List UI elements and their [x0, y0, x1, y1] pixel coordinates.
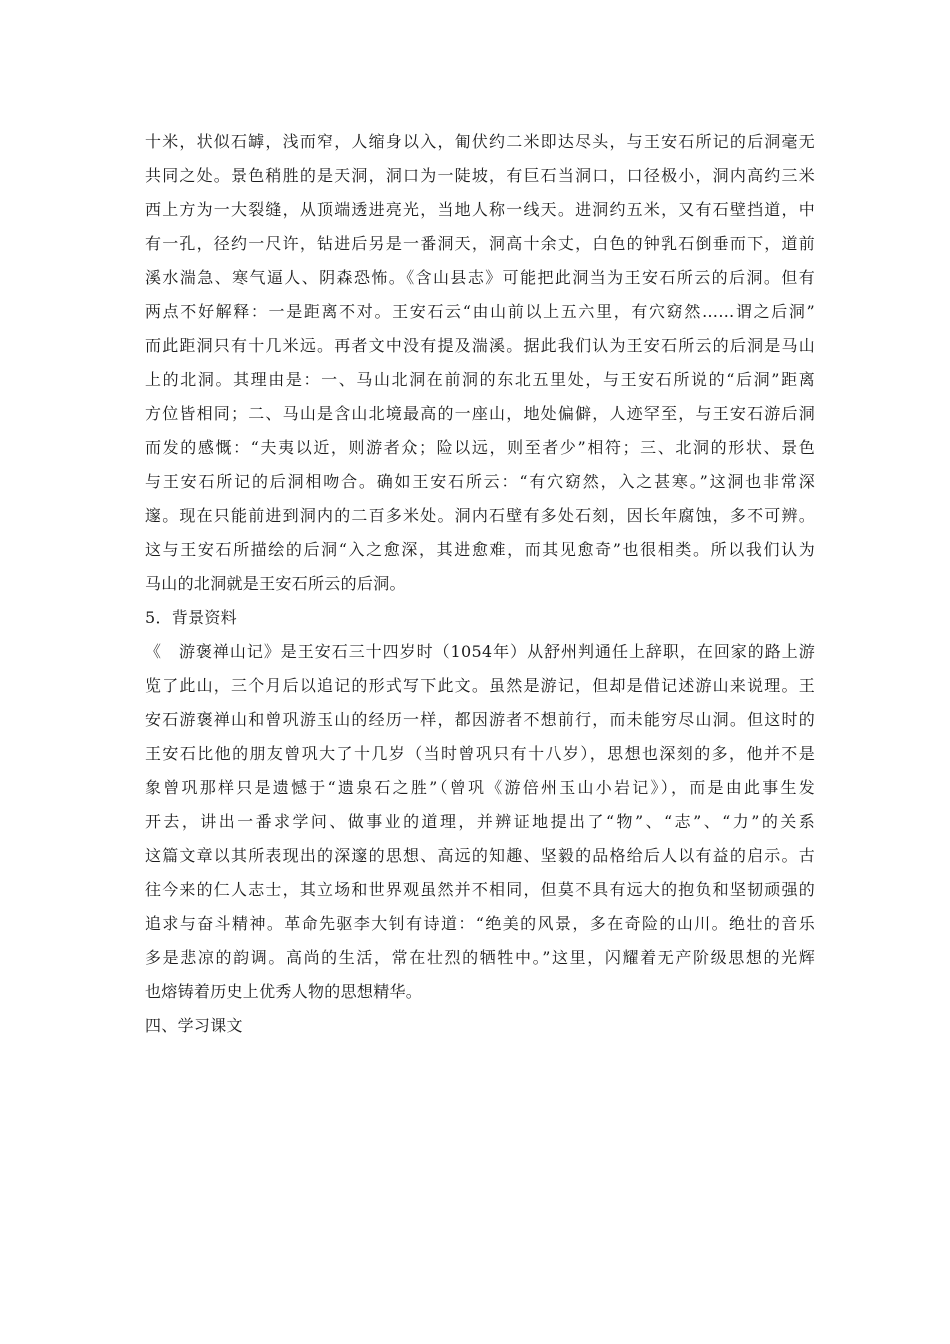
- text-line: 共同之处。景色稍胜的是天洞，洞口为一陡坡，有巨石当洞口，口径极小，洞内高约三米: [145, 166, 815, 185]
- text-line: 5．背景资料: [145, 608, 237, 627]
- text-line: 这与王安石所描绘的后洞“入之愈深，其进愈难，而其见愈奇”也很相类。所以我们认为: [145, 540, 815, 559]
- text-line: 《 游褒禅山记》是王安石三十四岁时（1054年）从舒州判通任上辞职，在回家的路上游: [145, 642, 815, 661]
- text-line: 十米，状似石罅，浅而窄，人缩身以入，匍伏约二米即达尽头，与王安石所记的后洞毫无: [145, 132, 815, 151]
- text-line: 四、学习课文: [145, 1016, 243, 1035]
- text-line: 多是悲凉的韵调。高尚的生活，常在壮烈的牺牲中。”这里，闪耀着无产阶级思想的光辉: [145, 948, 815, 967]
- text-line: 溪水湍急、寒气逼人、阴森恐怖。《含山县志》可能把此洞当为王安石所云的后洞。但有: [145, 268, 815, 287]
- text-line: 这篇文章以其所表现出的深邃的思想、高远的知趣、坚毅的品格给后人以有益的启示。古: [145, 846, 815, 865]
- text-line: 上的北洞。其理由是：一、马山北洞在前洞的东北五里处，与王安石所说的“后洞”距离: [145, 370, 815, 389]
- text-line: 西上方为一大裂缝，从顶端透进亮光，当地人称一线天。进洞约五米，又有石壁挡道，中: [145, 200, 815, 219]
- text-line: 往今来的仁人志士，其立场和世界观虽然并不相同，但莫不具有远大的抱负和坚韧顽强的: [145, 880, 815, 899]
- text-line: 邃。现在只能前进到洞内的二百多米处。洞内石壁有多处石刻，因长年腐蚀，多不可辨。: [145, 506, 815, 525]
- text-line: 两点不好解释：一是距离不对。王安石云“由山前以上五六里，有穴窈然……谓之后洞”: [145, 302, 815, 321]
- text-line: 象曾巩那样只是遗憾于“遗泉石之胜”（曾巩《游倍州玉山小岩记》），而是由此事生发: [145, 778, 815, 797]
- text-line: 而此距洞只有十几米远。再者文中没有提及湍溪。据此我们认为王安石所云的后洞是马山: [145, 336, 815, 355]
- text-line: 也熔铸着历史上优秀人物的思想精华。: [145, 982, 423, 1001]
- text-line: 览了此山，三个月后以追记的形式写下此文。虽然是游记，但却是借记述游山来说理。王: [145, 676, 815, 695]
- text-line: 方位皆相同；二、马山是含山北境最高的一座山，地处偏僻，人迹罕至，与王安石游后洞: [145, 404, 815, 423]
- text-line: 王安石比他的朋友曾巩大了十几岁（当时曾巩只有十八岁），思想也深刻的多，他并不是: [145, 744, 815, 763]
- text-line: 有一孔，径约一尺许，钻进后另是一番洞天，洞高十余丈，白色的钟乳石倒垂而下，道前: [145, 234, 815, 253]
- text-line: 与王安石所记的后洞相吻合。确如王安石所云：“有穴窈然，入之甚寒。”这洞也非常深: [145, 472, 815, 491]
- text-line: 马山的北洞就是王安石所云的后洞。: [145, 574, 406, 593]
- text-line: 安石游褒禅山和曾巩游玉山的经历一样，都因游者不想前行，而未能穷尽山洞。但这时的: [145, 710, 815, 729]
- text-line: 开去，讲出一番求学问、做事业的道理，并辨证地提出了“物”、“志”、“力”的关系: [145, 812, 815, 831]
- document-body: [145, 125, 815, 1043]
- text-line: 追求与奋斗精神。革命先驱李大钊有诗道：“绝美的风景，多在奇险的山川。绝壮的音乐: [145, 914, 815, 933]
- text-line: 而发的感慨：“夫夷以近，则游者众；险以远，则至者少”相符；三、北洞的形状、景色: [145, 438, 815, 457]
